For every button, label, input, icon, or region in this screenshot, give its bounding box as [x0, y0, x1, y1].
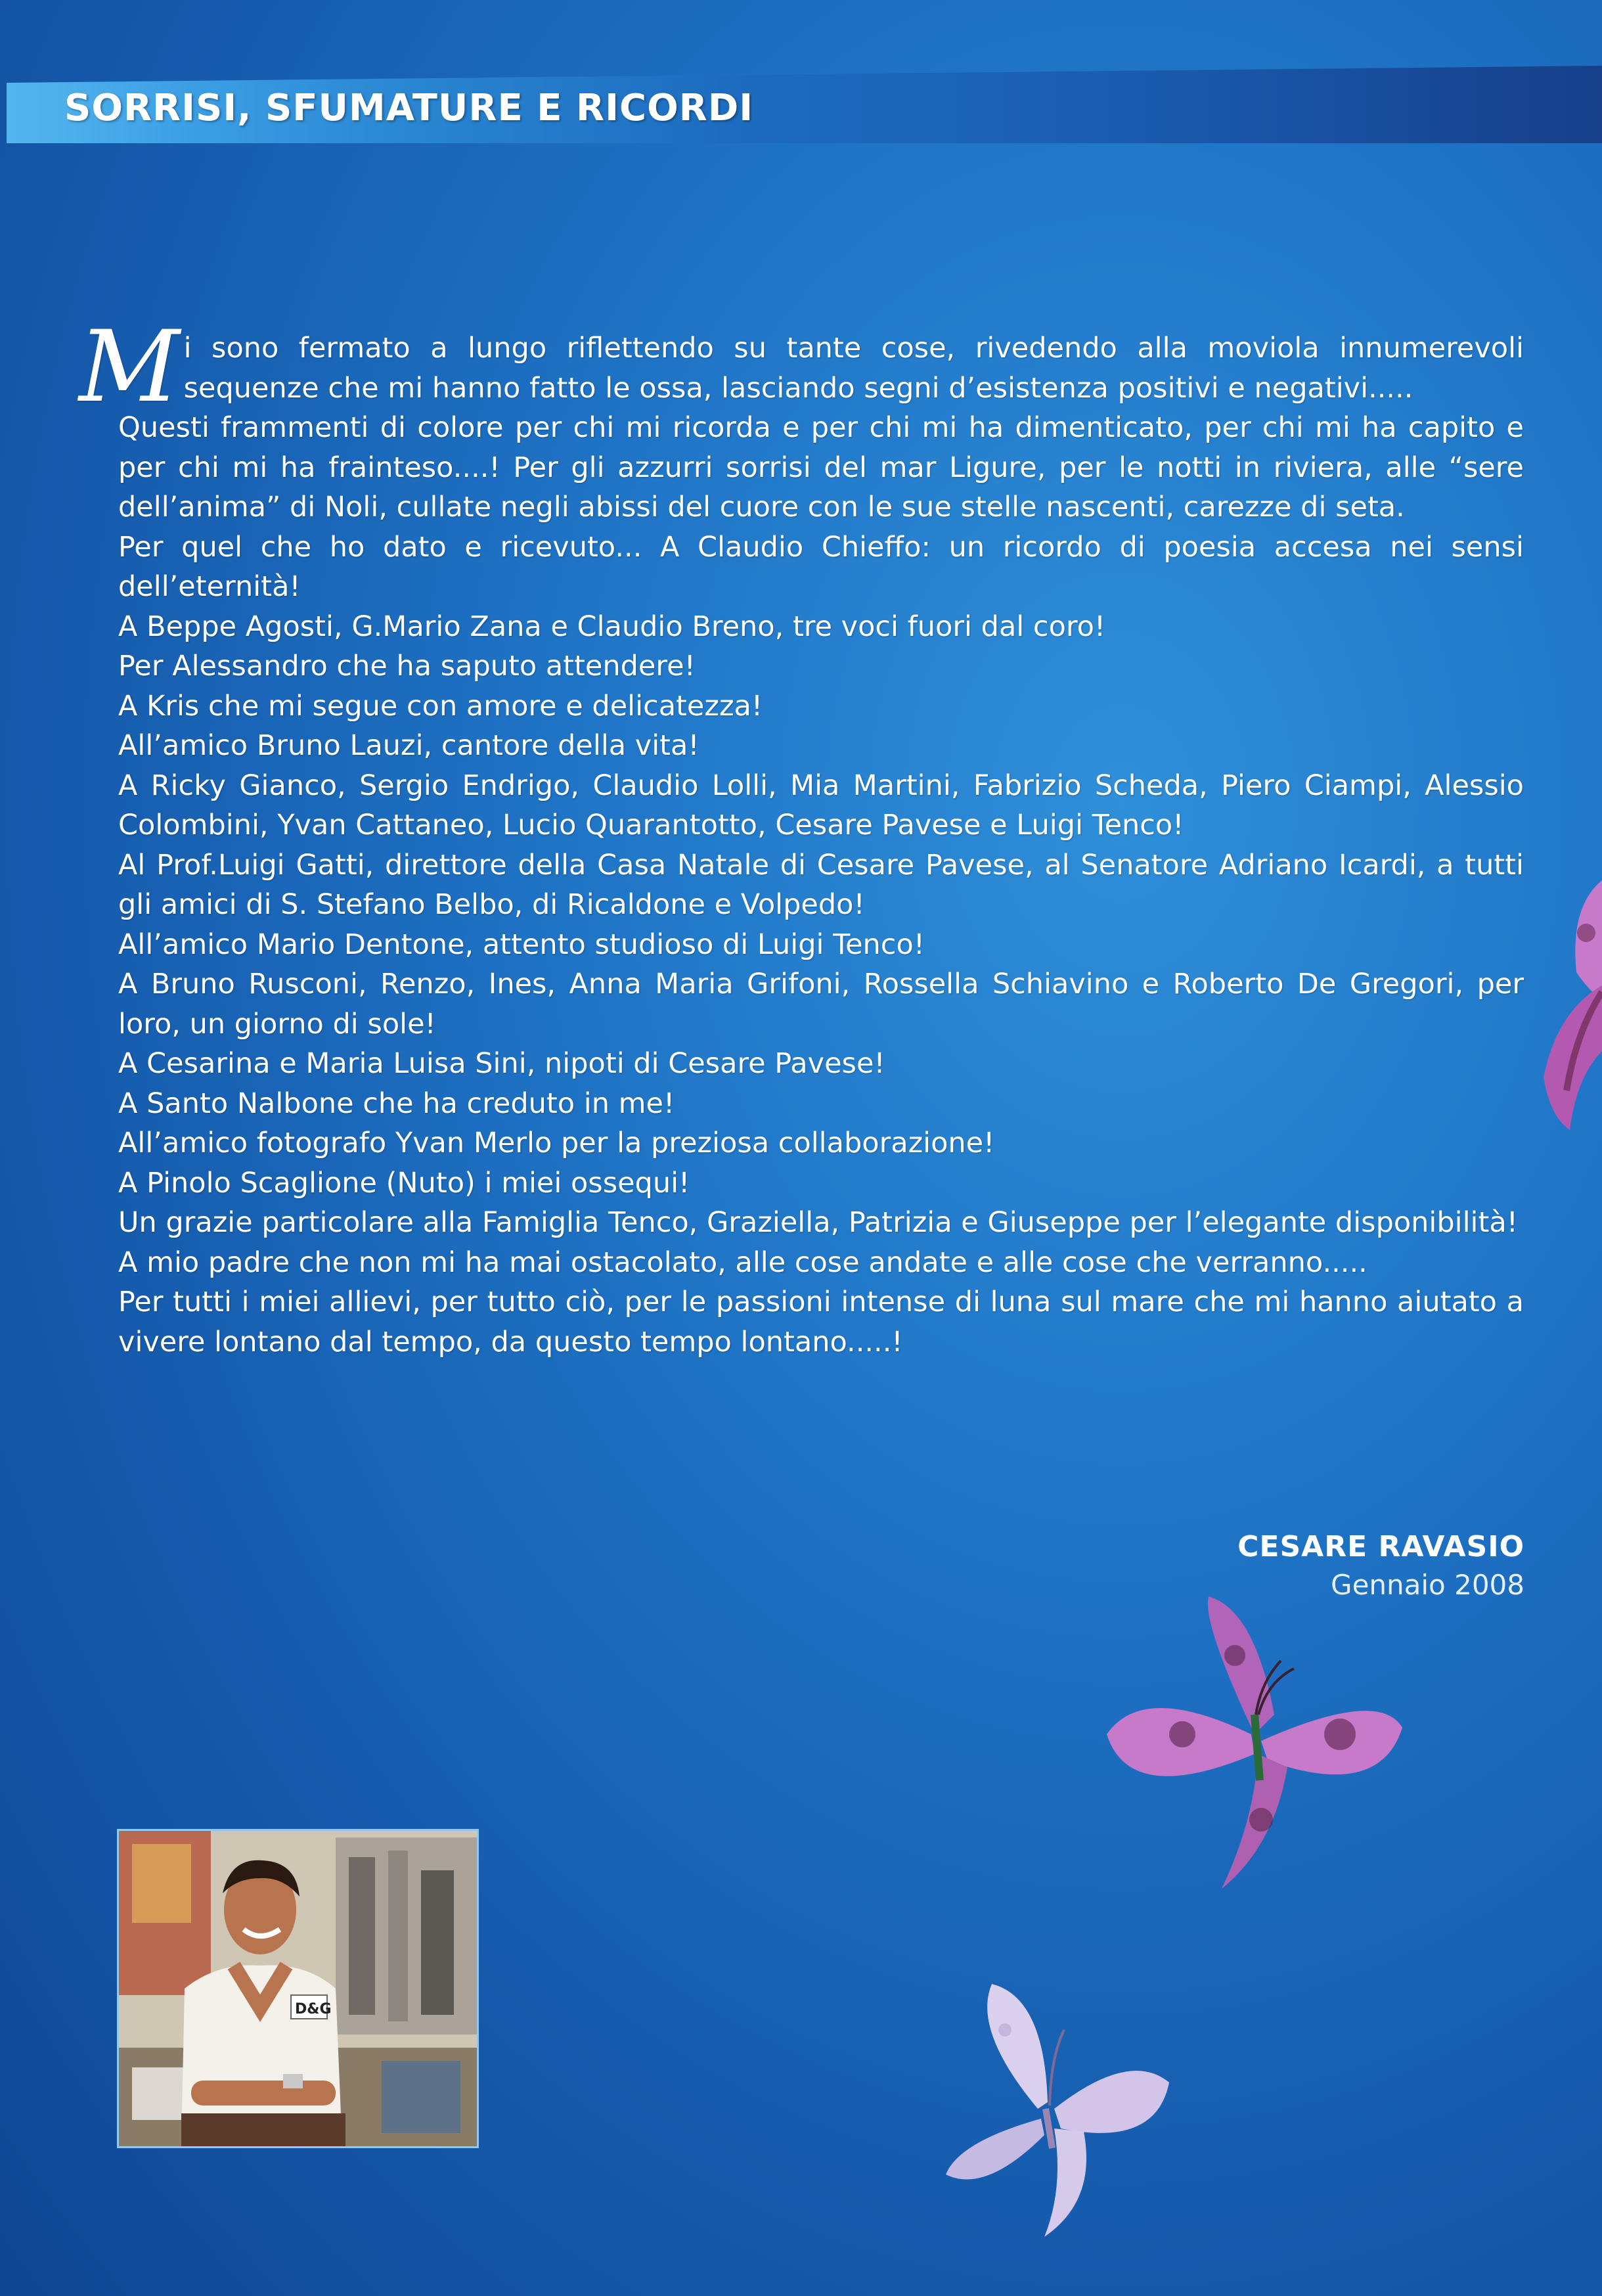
paragraph: A Cesarina e Maria Luisa Sini, nipoti di Cesare Pavese!: [118, 1047, 885, 1080]
body-text: [79, 310, 1524, 1362]
paragraph: A Kris che mi segue con amore e delicatezza!: [118, 689, 763, 723]
paragraph: Al Prof.Luigi Gatti, direttore della Casa Natale di Cesare Pavese, al Senatore Adriano Icardi, a tutti gli amici di S. Stefano Belbo, di Ricaldone e Volpedo!: [118, 848, 1524, 921]
paragraph: A mio padre che non mi ha mai ostacolato, alle cose andate e alle cose che verranno.....: [118, 1246, 1368, 1279]
paragraph: All’amico Bruno Lauzi, cantore della vita!: [118, 729, 700, 762]
shirt-logo: D&G: [295, 2001, 332, 2017]
first-paragraph: [79, 310, 1524, 424]
paragraph: A Santo Nalbone che ha creduto in me!: [118, 1087, 675, 1120]
drop-cap: M: [79, 310, 180, 424]
butterfly-edge: [1530, 880, 1602, 1130]
signature-name: CESARE RAVASIO: [1237, 1530, 1524, 1564]
paragraph: Per quel che ho dato e ricevuto... A Claudio Chieffo: un ricordo di poesia accesa nei sensi dell’eternità!: [118, 530, 1524, 603]
paragraph: A Bruno Rusconi, Renzo, Ines, Anna Maria Grifoni, Rossella Schiavino e Roberto De Gregori, per loro, un giorno di sole!: [118, 968, 1524, 1041]
paragraph: All’amico Mario Dentone, attento studioso di Luigi Tenco!: [118, 928, 925, 961]
page-title: SORRISI, SFUMATURE E RICORDI: [64, 87, 754, 129]
author-photo-drawing: [119, 1831, 477, 2146]
butterfly-light: [933, 1977, 1182, 2240]
signature-date: Gennaio 2008: [1331, 1569, 1524, 1601]
paragraph: Questi frammenti di colore per chi mi ricorda e per chi mi ha dimenticato, per chi mi ha capito e per chi mi ha frainteso....! Per gli azzurri sorrisi del mar Ligure, per le notti in riviera, alle “sere dell’anima” di Noli, cullate negli abissi del cuore con le sue stelle nascenti, carezze di seta.: [118, 411, 1524, 524]
butterfly-pink: [1103, 1583, 1406, 1892]
paragraph: A Beppe Agosti, G.Mario Zana e Claudio Breno, tre voci fuori dal coro!: [118, 610, 1106, 643]
paragraph: A Ricky Gianco, Sergio Endrigo, Claudio Lolli, Mia Martini, Fabrizio Scheda, Piero Ciampi, Alessio Colombini, Yvan Cattaneo, Lucio Quarantotto, Cesare Pavese e Luigi Tenco!: [118, 769, 1524, 842]
author-photo: [117, 1829, 479, 2148]
paragraph: Per tutti i miei allievi, per tutto ciò, per le passioni intense di luna sul mare che mi hanno aiutato a vivere lontano dal tempo, da questo tempo lontano.....!: [118, 1286, 1524, 1359]
first-paragraph-text: i sono fermato a lungo riflettendo su tante cose, rivedendo alla moviola innumerevoli sequenze che mi hanno fatto le ossa, lasciando segni d’esistenza positivi e negativi.....: [183, 332, 1524, 405]
paragraph: Per Alessandro che ha saputo attendere!: [118, 650, 696, 683]
paragraph: A Pinolo Scaglione (Nuto) i miei ossequi!: [118, 1166, 690, 1200]
paragraph: Un grazie particolare alla Famiglia Tenco, Graziella, Patrizia e Giuseppe per l’elegante disponibilità!: [118, 1206, 1518, 1239]
paragraph: All’amico fotografo Yvan Merlo per la preziosa collaborazione!: [118, 1127, 995, 1159]
